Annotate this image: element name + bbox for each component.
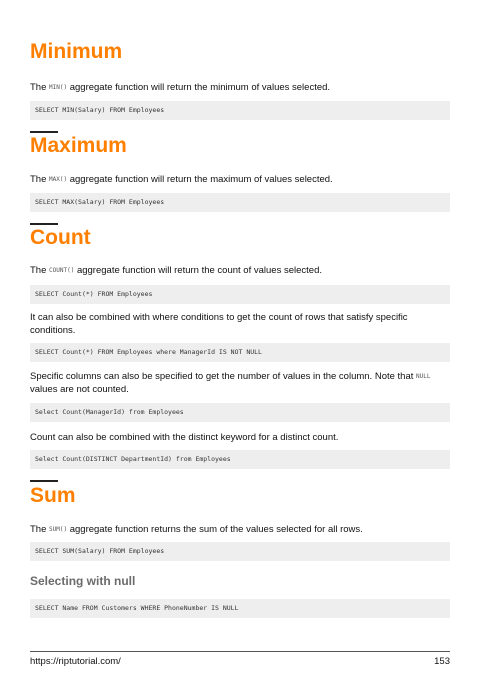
paragraph-count-distinct: Count can also be combined with the distinct keyword for a distinct count.	[30, 432, 339, 443]
heading-minimum: Minimum	[30, 40, 123, 63]
code-block-null: SELECT Name FROM Customers WHERE PhoneNumber IS NULL	[30, 599, 450, 618]
code-block-min: SELECT MIN(Salary) FROM Employees	[30, 101, 450, 120]
footer-divider	[30, 651, 450, 652]
paragraph-minimum: The MIN() aggregate function will return the minimum of values selected.	[30, 82, 331, 93]
inline-code-sum: SUM()	[49, 526, 68, 533]
heading-maximum: Maximum	[30, 134, 127, 157]
inline-code-min: MIN()	[49, 84, 68, 91]
page-number: 153	[434, 656, 450, 667]
paragraph-maximum: The MAX() aggregate function will return the maximum of values selected.	[30, 174, 333, 185]
paragraph-count: The COUNT() aggregate function will return the count of values selected.	[30, 265, 322, 276]
heading-count: Count	[30, 226, 91, 249]
paragraph-sum: The SUM() aggregate function returns the sum of the values selected for all rows.	[30, 524, 363, 535]
heading-sum: Sum	[30, 484, 76, 507]
section-rule	[30, 223, 58, 225]
paragraph-count-columns: Specific columns can also be specified to get the number of values in the column. Note that NULL values are not counted.	[30, 371, 431, 395]
code-block-max: SELECT MAX(Salary) FROM Employees	[30, 193, 450, 212]
paragraph-count-where: It can also be combined with where conditions to get the count of rows that satisfy specific conditions.	[30, 312, 408, 336]
inline-code-null: NULL	[416, 373, 431, 380]
section-rule	[30, 480, 58, 482]
code-block-count-3: Select Count(ManagerId) from Employees	[30, 403, 450, 422]
code-block-count-4: Select Count(DISTINCT DepartmentId) from Employees	[30, 450, 450, 469]
section-rule	[30, 131, 58, 133]
footer-url: https://riptutorial.com/	[30, 656, 121, 667]
inline-code-max: MAX()	[49, 176, 68, 183]
code-block-count-1: SELECT Count(*) FROM Employees	[30, 285, 450, 304]
inline-code-count: COUNT()	[49, 267, 75, 274]
heading-selecting-with-null: Selecting with null	[30, 574, 136, 588]
code-block-sum: SELECT SUM(Salary) FROM Employees	[30, 542, 450, 561]
code-block-count-2: SELECT Count(*) FROM Employees where ManagerId IS NOT NULL	[30, 343, 450, 362]
